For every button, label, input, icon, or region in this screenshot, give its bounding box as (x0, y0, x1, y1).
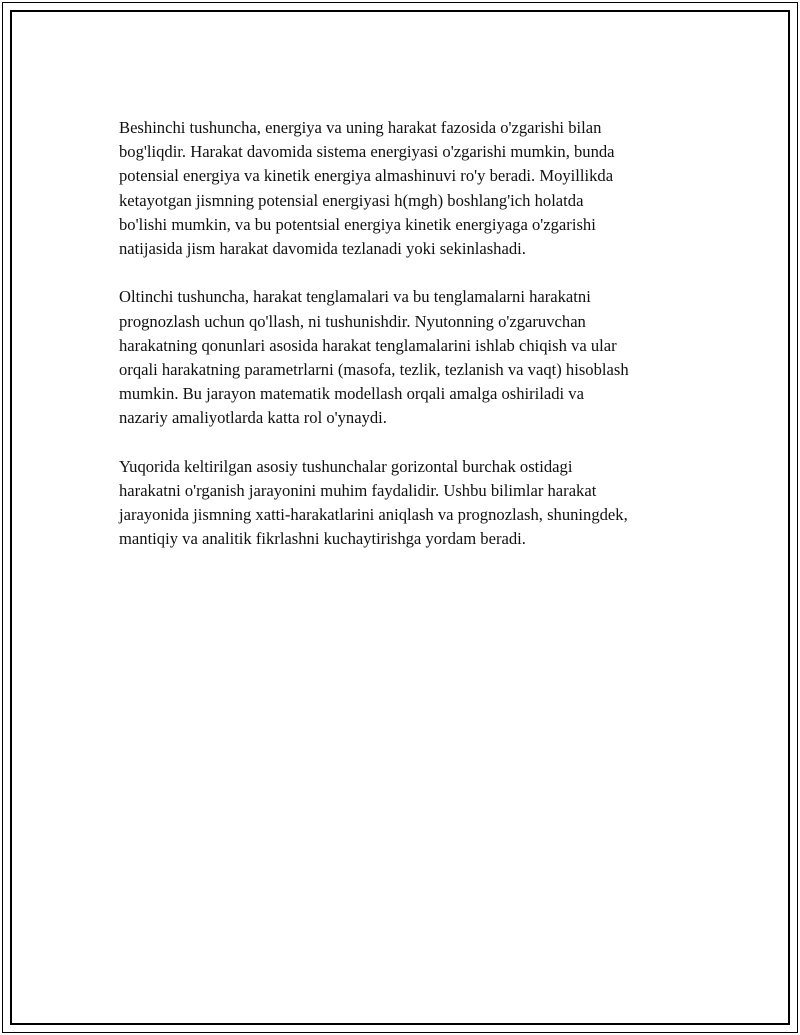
paragraph-conclusion: Yuqorida keltirilgan asosiy tushunchalar gorizontal burchak ostidagi harakatni o'rganish jarayonini muhim faydalidir. Ushbu bilimlar harakat jarayonida jismning xatti-harakatlarini aniqlash va prognozlash, shuningdek, mantiqiy va analitik fikrlashni kuchaytirishga yordam beradi. (119, 456, 628, 549)
paragraph-equations-of-motion: Oltinchi tushuncha, harakat tenglamalari va bu tenglamalarni harakatni prognozlash uchun qo'llash, ni tushunishdir. Nyutonning o'zgaruvchan harakatning qonunlari asosida harakat tenglamalarini ishlab chiqish va ular orqali harakatning parametrlarni (masofa, tezlik, tezlanish va vaqt) hisoblash mumkin. Bu jarayon matematik modellash orqali amalga oshiriladi va nazariy amaliyotlarda katta rol o'ynaydi. (119, 287, 629, 428)
document-body (119, 116, 709, 576)
paragraph-energy: Beshinchi tushuncha, energiya va uning harakat fazosida o'zgarishi bilan bog'liqdir. Harakat davomida sistema energiyasi o'zgarishi mumkin, bunda potensial energiya va kinetik energiya almashinuvi ro'y beradi. Moyillikda ketayotgan jismning potensial energiyasi h(mgh) boshlang'ich holatda bo'lishi mumkin, va bu potentsial energiya kinetik energiyaga o'zgarishi natijasida jism harakat davomida tezlanadi yoki sekinlashadi. (119, 118, 615, 259)
